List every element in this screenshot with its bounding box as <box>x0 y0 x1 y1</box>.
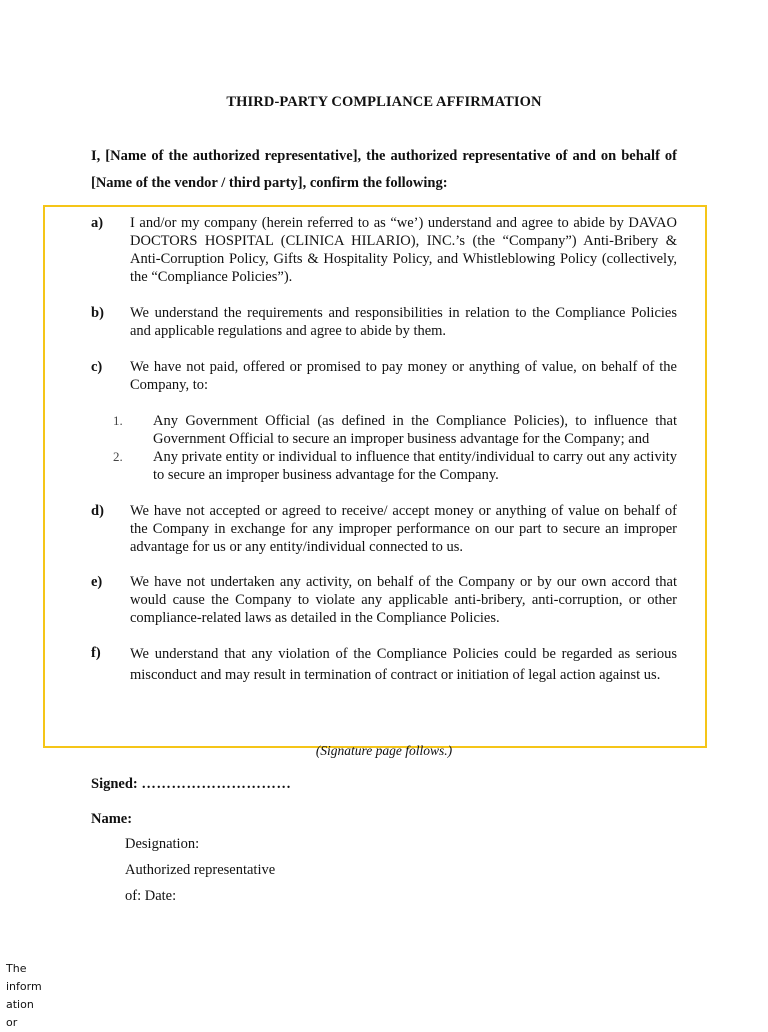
authorized-rep-label: Authorized representative <box>125 862 276 878</box>
clause-text: We understand that any violation of the Compliance Policies could be regarded as serious misconduct and may result in termination of contract or initiation of legal action against us. <box>130 646 677 683</box>
name-label: Name: <box>91 811 133 827</box>
clause-label: f) <box>91 645 101 661</box>
footer-line: The <box>6 962 27 975</box>
clause-text: I and/or my company (herein referred to as “we’) understand and agree to abide by DAVAO DOCTORS HOSPITAL (CLINICA HILARIO), INC.’s (the “Company”) Anti-Bribery & Anti-Corruption Policy, Gifts & Hospitality Policy, and Whistleblowing Policy (collectively, the “Compliance Policies”). <box>130 215 677 285</box>
sub-item-text: Any Government Official (as defined in the Compliance Policies), to influence that Government Official to secure an improper business advantage for the Company; and <box>153 413 677 447</box>
designation-label: Designation: <box>125 836 200 852</box>
clause-text: We have not undertaken any activity, on behalf of the Company or by our own accord that would cause the Company to violate any applicable anti-bribery, anti-corruption, or other compliance-related laws as detailed in the Compliance Policies. <box>130 574 677 626</box>
clause-c <box>91 358 677 394</box>
clause-label: a) <box>91 215 104 231</box>
footer-line: or <box>6 1016 18 1029</box>
clause-a <box>91 214 677 286</box>
clause-d <box>91 502 677 556</box>
clause-label: b) <box>91 305 104 321</box>
footer-note <box>6 960 46 1032</box>
clause-e <box>91 573 677 627</box>
intro-paragraph: I, [Name of the authorized representative], the authorized representative of and on behalf of [Name of the vendor / third party], confirm the following: <box>91 148 677 191</box>
clause-text: We have not paid, offered or promised to pay money or anything of value, on behalf of the Company, to: <box>130 359 677 393</box>
clause-label: d) <box>91 503 104 519</box>
clause-text: We understand the requirements and responsibilities in relation to the Compliance Policies and applicable regulations and agree to abide by them. <box>130 305 677 339</box>
clause-text: We have not accepted or agreed to receive/ accept money or anything of value on behalf of the Company in exchange for any improper performance on our part to secure an improper advantage for us or any entity/individual connected to us. <box>130 503 677 555</box>
clause-f <box>91 644 677 685</box>
clause-b <box>91 304 677 340</box>
signed-label: Signed: <box>91 776 138 792</box>
signature-blank: ………………………… <box>141 776 292 792</box>
date-label: of: Date: <box>125 888 177 904</box>
signature-note: (Signature page follows.) <box>315 743 453 758</box>
document-title: THIRD-PARTY COMPLIANCE AFFIRMATION <box>226 94 542 110</box>
sub-item-text: Any private entity or individual to influence that entity/individual to carry out any activity to secure an improper business advantage for the Company. <box>153 449 677 483</box>
sub-item-number: 1. <box>113 413 123 428</box>
sub-item-number: 2. <box>113 449 123 464</box>
footer-line: inform <box>6 980 42 993</box>
clause-label: e) <box>91 574 103 590</box>
sub-item-2 <box>113 448 677 484</box>
clause-label: c) <box>91 359 103 375</box>
sub-item-1 <box>113 412 677 448</box>
footer-line: ation <box>6 998 34 1011</box>
signed-line <box>91 776 291 793</box>
